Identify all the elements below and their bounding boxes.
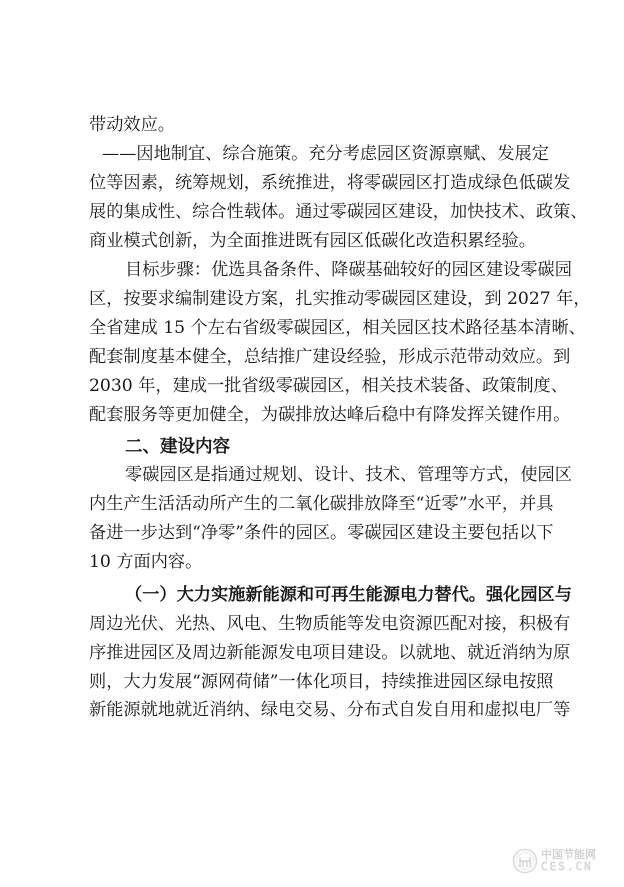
ces-logo-icon	[512, 848, 538, 874]
watermark-name-cn: 中国节能网	[541, 848, 596, 861]
text-line: 零碳园区是指通过规划、设计、技术、管理等方式，使园区	[125, 465, 572, 485]
text-line: ——因地制宜、综合施策。充分考虑园区资源禀赋、发展定	[102, 144, 549, 164]
text-line: 周边光伏、光热、风电、生物质能等发电资源匹配对接，积极有	[89, 614, 571, 634]
text-line: 全省建成 15 个左右省级零碳园区，相关园区技术路径基本清晰、	[89, 318, 586, 338]
text-line: 位等因素，统筹规划，系统推进，将零碳园区打造成绿色低碳发	[89, 173, 571, 193]
text-line: 备进一步达到“净零”条件的园区。零碳园区建设主要包括以下	[89, 523, 554, 543]
text-line: 序推进园区及周边新能源发电项目建设。以就地、就近消纳为原	[89, 643, 571, 663]
text-line: 新能源就地就近消纳、绿电交易、分布式自发自用和虚拟电厂等	[89, 700, 571, 720]
text-line: 带动效应。	[89, 115, 175, 135]
text-line: 10 方面内容。	[89, 552, 203, 572]
text-line: 内生产生活活动所产生的二氧化碳排放降至“近零”水平，并具	[89, 494, 554, 514]
subsection-lead: （一）大力实施新能源和可再生能源电力替代。强化园区与	[125, 585, 572, 605]
text-line: 商业模式创新，为全面推进既有园区低碳化改造积累经验。	[89, 231, 536, 251]
text-line: 则，大力发展“源网荷储”一体化项目，持续推进园区绿电按照	[89, 672, 554, 692]
text-line: 目标步骤：优选具备条件、降碳基础较好的园区建设零碳园	[125, 260, 572, 280]
watermark	[512, 843, 622, 879]
text-line: 配套服务等更加健全，为碳排放达峰后稳中有降发挥关键作用。	[89, 405, 571, 425]
text-line: 2030 年，建成一批省级零碳园区，相关技术装备、政策制度、	[89, 376, 568, 396]
section-heading: 二、建设内容	[125, 437, 230, 457]
watermark-name-en: CES.CN	[541, 860, 593, 873]
text-line: 展的集成性、综合性载体。通过零碳园区建设，加快技术、政策、	[89, 202, 588, 222]
text-line: 区，按要求编制建设方案，扎实推动零碳园区建设，到 2027 年，	[89, 289, 591, 309]
text-line: 配套制度基本健全，总结推广建设经验，形成示范带动效应。到	[89, 347, 571, 367]
